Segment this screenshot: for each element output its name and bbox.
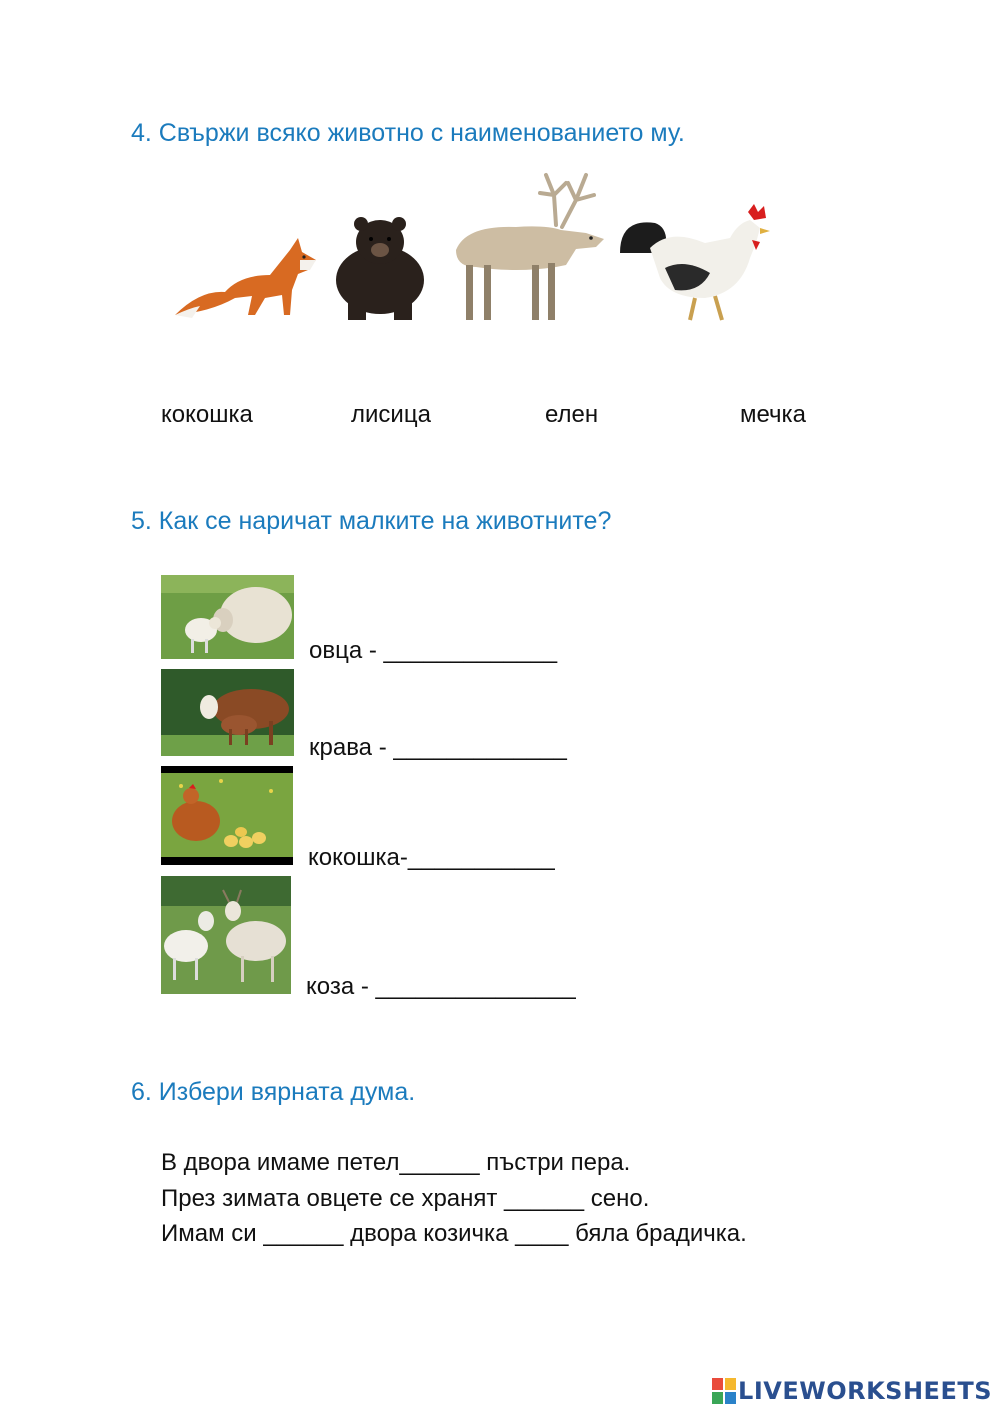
goats-image — [161, 876, 291, 994]
bear-image — [328, 212, 428, 322]
ovtsa-line[interactable]: овца - _____________ — [309, 637, 558, 664]
word-elen: елен — [545, 401, 599, 428]
cow-calf-image — [161, 669, 294, 756]
sentence-1[interactable]: В двора имаме петел______ пъстри пера. — [161, 1149, 631, 1176]
sheep-lamb-image — [161, 575, 294, 659]
word-mechka: мечка — [740, 401, 806, 428]
section-5-heading: 5. Как се наричат малките на животните? — [131, 507, 612, 535]
word-kokoshka: кокошка — [161, 401, 253, 428]
sentence-3[interactable]: Имам си ______ двора козичка ____ бяла брадичка. — [161, 1220, 747, 1247]
section-6-heading: 6. Избери вярната дума. — [131, 1078, 416, 1106]
liveworksheets-logo[interactable] — [712, 1377, 992, 1405]
sentence-2[interactable]: През зимата овцете се хранят ______ сено. — [161, 1185, 650, 1212]
hen-chicks-image — [161, 766, 293, 865]
section-4-heading: 4. Свържи всяко животно с наименованието му. — [131, 119, 685, 147]
fox-image — [170, 230, 320, 325]
rooster-image — [610, 198, 770, 323]
kokoshka-line[interactable]: кокошка-___________ — [308, 844, 555, 871]
krava-line[interactable]: крава - _____________ — [309, 734, 567, 761]
logo-text: LIVEWORKSHEETS — [738, 1377, 992, 1405]
word-lisitsa: лисица — [351, 401, 431, 428]
live-logo-icon — [712, 1378, 736, 1404]
koza-line[interactable]: коза - _______________ — [306, 973, 576, 1000]
deer-image — [436, 155, 608, 325]
